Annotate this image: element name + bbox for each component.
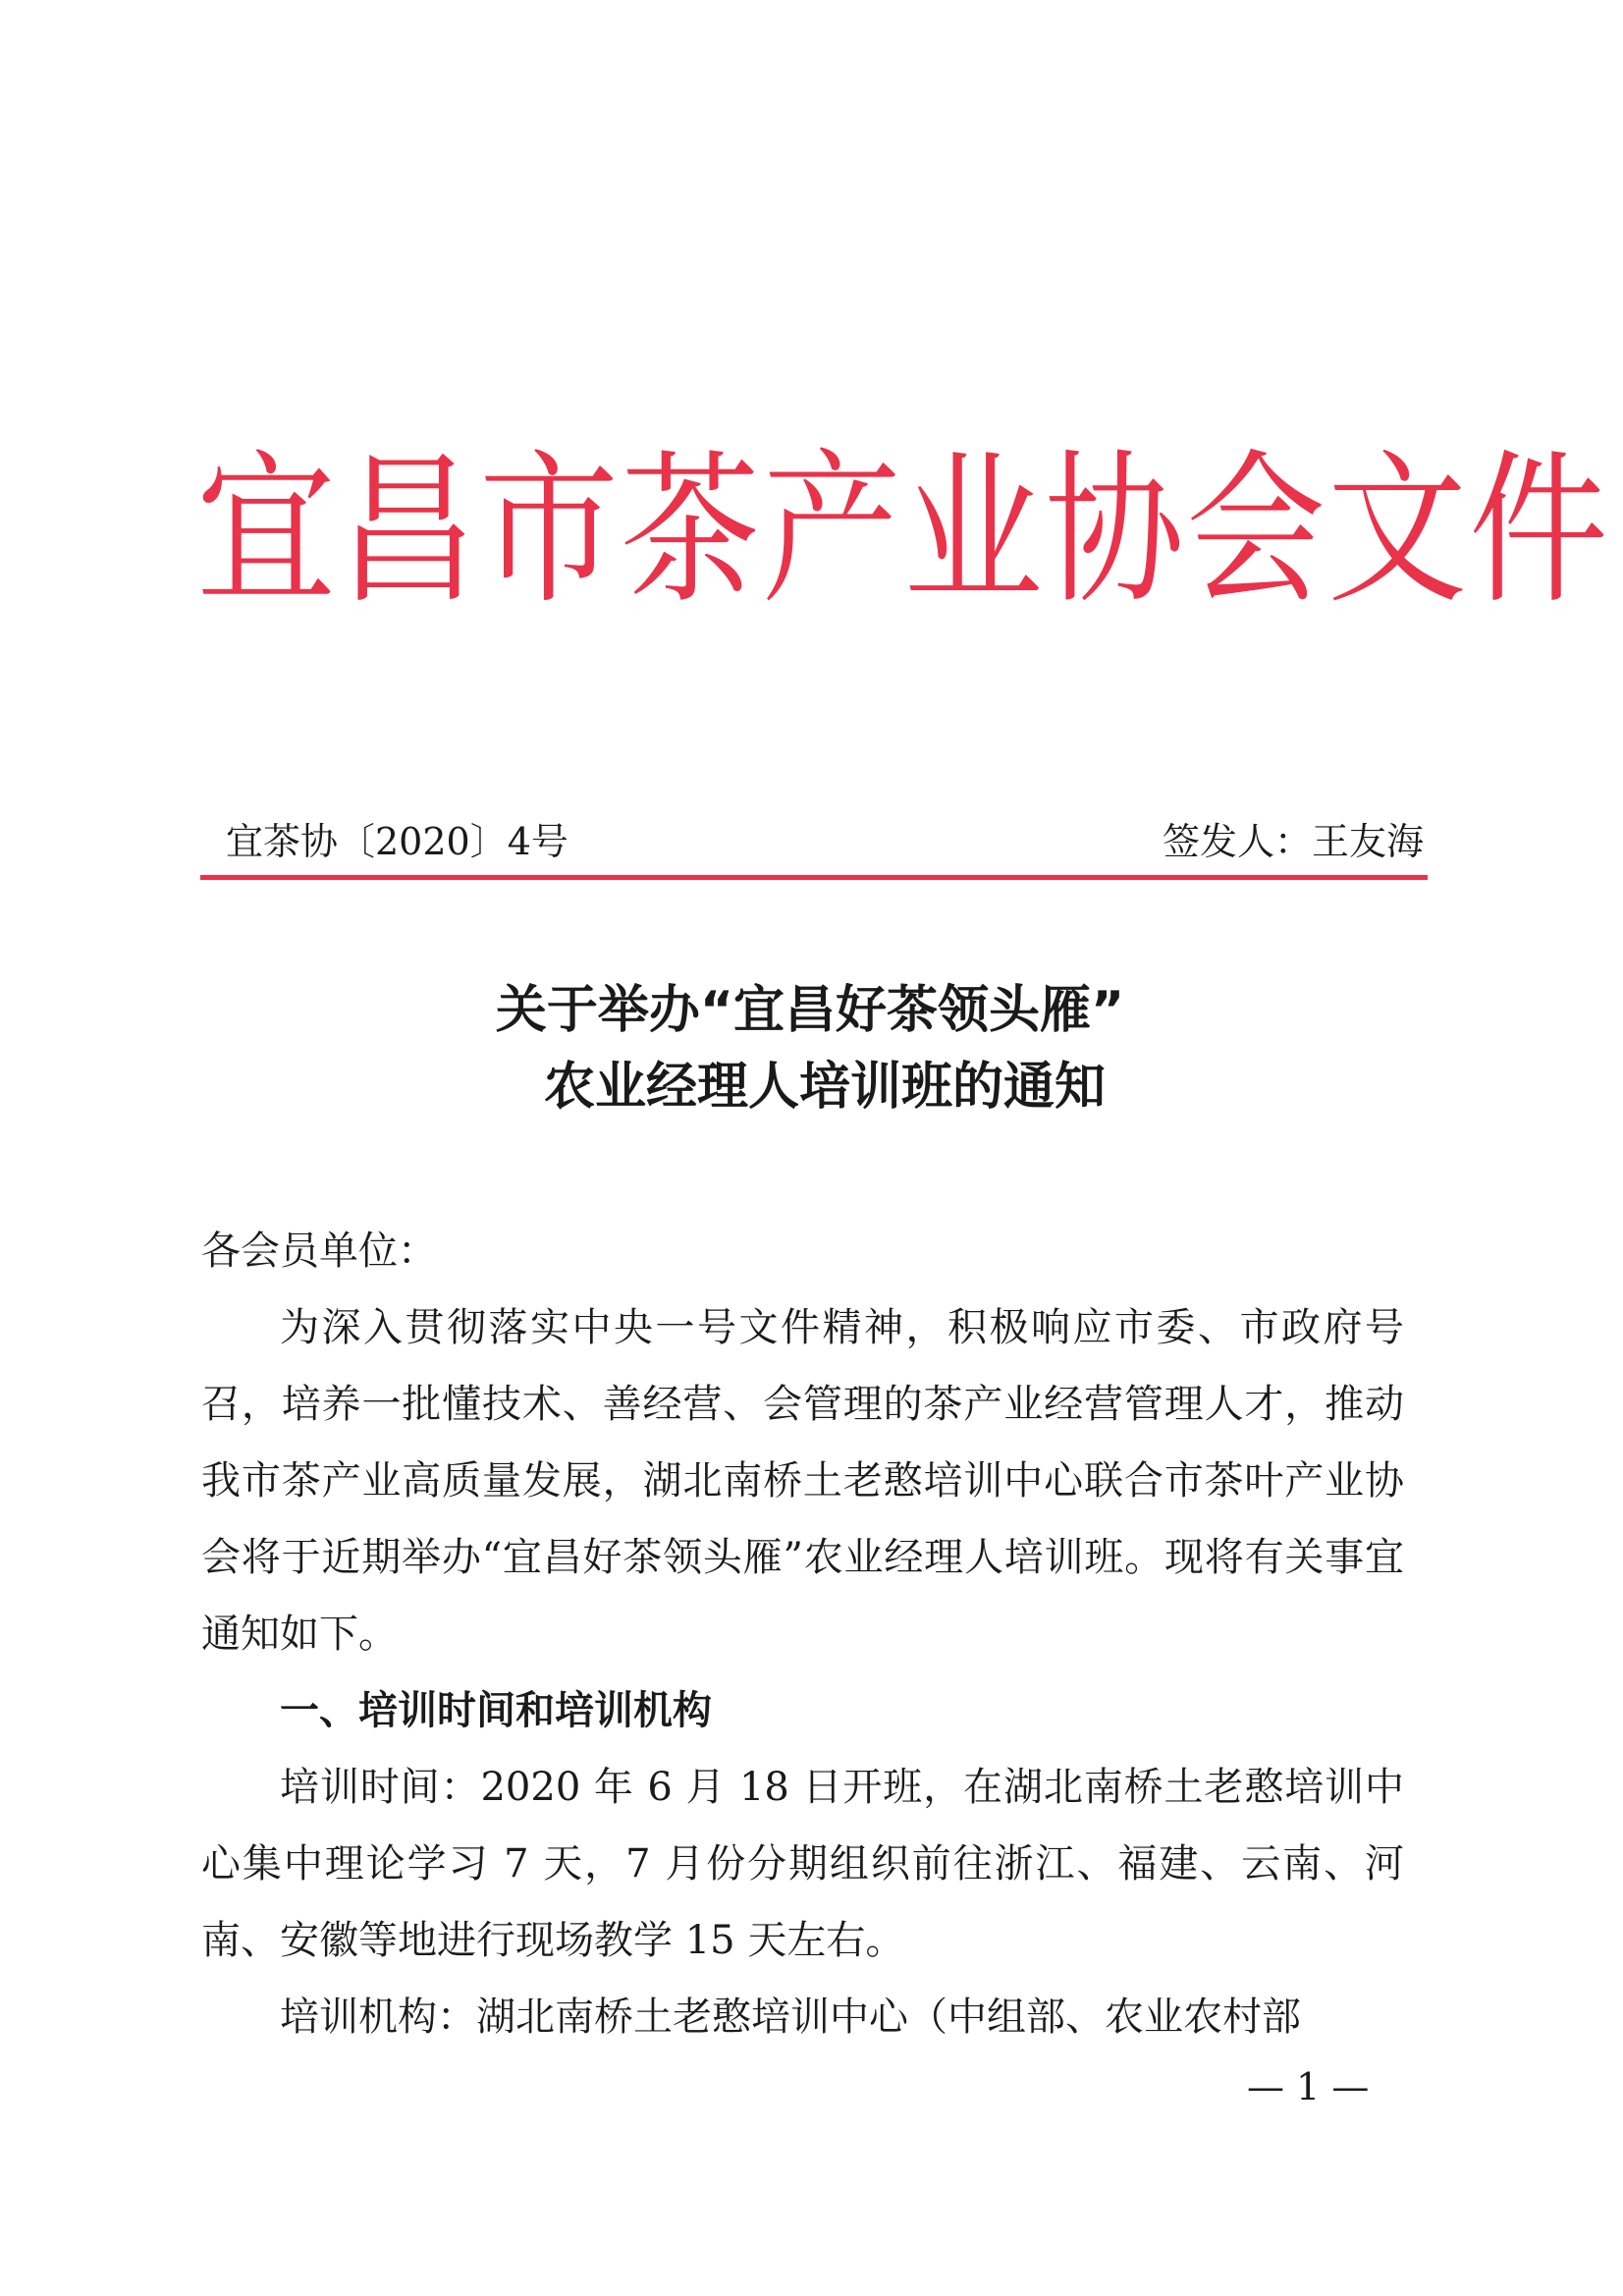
training-institution-paragraph: 培训机构：湖北南桥土老憨培训中心（中组部、农业农村部: [280, 1995, 1301, 2040]
notice-title-line-1: 关于举办“宜昌好茶领头雁”: [495, 981, 1125, 1040]
training-time-paragraph: 培训时间：2020 年 6 月 18 日开班，在湖北南桥土老憨培训中心集中理论学习 7 天，7 月份分期组织前往浙江、福建、云南、河南、安徽等地进行现场教学 15 天左右。: [201, 1765, 1404, 1963]
intro-paragraph: 为深入贯彻落实中央一号文件精神，积极响应市委、市政府号召，培养一批懂技术、善经营、会管理的茶产业经营管理人才，推动我市茶产业高质量发展，湖北南桥土老憨培训中心联合市茶叶产业协会将于近期举办“宜昌好茶领头雁”农业经理人培训班。现将有关事宜通知如下。: [201, 1305, 1404, 1657]
notice-body: [201, 1213, 1404, 2055]
signer-name: 王友海: [1311, 820, 1424, 863]
masthead-title: 宜昌市茶产业协会文件: [196, 435, 1610, 627]
section-heading-1: 一、培训时间和培训机构: [280, 1688, 712, 1733]
red-separator-line: [200, 875, 1428, 880]
signer: [1163, 817, 1424, 866]
notice-title-line-2: 农业经理人培训班的通知: [543, 1058, 1106, 1117]
document-meta: [226, 817, 1424, 866]
document-number: 宜茶协〔2020〕4号: [226, 820, 568, 863]
page-number: — 1 —: [1247, 2065, 1370, 2108]
signer-label: 签发人：: [1162, 820, 1312, 863]
salutation: 各会员单位：: [201, 1229, 437, 1274]
notice-title: [196, 972, 1424, 1125]
